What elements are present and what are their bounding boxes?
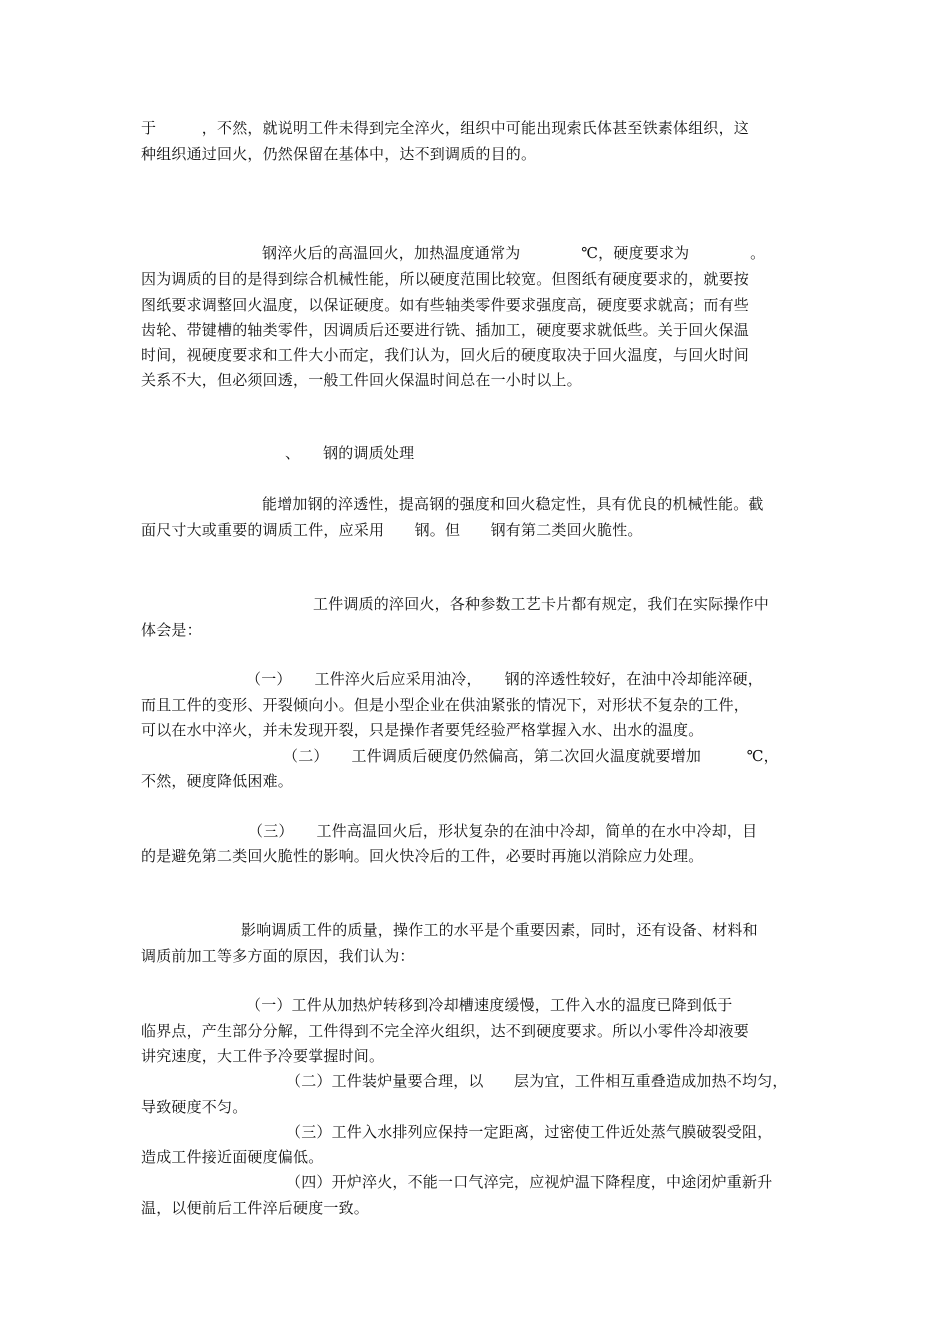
text-line: 讲究速度，大工件予冷要掌握时间。	[141, 1047, 385, 1065]
text-line: 种组织通过回火，仍然保留在基体中，达不到调质的目的。	[141, 145, 537, 163]
text-line: 、 钢的调质处理	[285, 444, 415, 462]
text-line: （一） 工件淬火后应采用油冷， 钢的淬透性较好，在油中冷却能淬硬，	[246, 670, 764, 688]
text-line: 不然，硬度降低困难。	[141, 772, 294, 790]
text-line: （三） 工件高温回火后，形状复杂的在油中冷却，简单的在水中冷却，目	[248, 822, 758, 840]
text-line: 因为调质的目的是得到综合机械性能，所以硬度范围比较宽。但图纸有硬度要求的，就要按	[141, 270, 750, 288]
text-line: （二）工件装炉量要合理，以 层为宜，工件相互重叠造成加热不均匀，	[286, 1072, 788, 1090]
text-line: 齿轮、带键槽的轴类零件，因调质后还要进行铣、插加工，硬度要求就低些。关于回火保温	[141, 321, 750, 339]
text-line: （二） 工件调质后硬度仍然偏高，第二次回火温度就要增加 ℃，	[283, 747, 779, 765]
text-line: 造成工件接近面硬度偏低。	[141, 1148, 324, 1166]
text-line: （一）工件从加热炉转移到冷却槽速度缓慢，工件入水的温度已降到低于	[246, 996, 733, 1014]
text-line: 图纸要求调整回火温度，以保证硬度。如有些轴类零件要求强度高，硬度要求就高；而有些	[141, 296, 750, 314]
text-line: 而且工件的变形、开裂倾向小。但是小型企业在供油紧张的情况下，对形状不复杂的工件，	[141, 696, 750, 714]
text-line: 钢淬火后的高温回火，加热温度通常为 ℃，硬度要求为 。	[262, 244, 766, 262]
text-line: 的是避免第二类回火脆性的影响。回火快冷后的工件，必要时再施以消除应力处理。	[141, 847, 704, 865]
text-line: 时间，视硬度要求和工件大小而定，我们认为，回火后的硬度取决于回火温度，与回火时间	[141, 346, 750, 364]
text-line: （四）开炉淬火，不能一口气淬完，应视炉温下降程度，中途闭炉重新升	[286, 1173, 773, 1191]
text-line: 临界点，产生部分分解，工件得到不完全淬火组织，达不到硬度要求。所以小零件冷却液要	[141, 1022, 750, 1040]
text-line: 面尺寸大或重要的调质工件，应采用 钢。但 钢有第二类回火脆性。	[141, 521, 643, 539]
text-line: 能增加钢的淬透性，提高钢的强度和回火稳定性，具有优良的机械性能。截	[262, 495, 764, 513]
text-line: 关系不大，但必须回透，一般工件回火保温时间总在一小时以上。	[141, 371, 582, 389]
text-line: 调质前加工等多方面的原因，我们认为：	[141, 947, 415, 965]
text-line: 温，以便前后工件淬后硬度一致。	[141, 1199, 370, 1217]
text-line: 工件调质的淬回火，各种参数工艺卡片都有规定，我们在实际操作中	[313, 595, 770, 613]
text-line: 影响调质工件的质量，操作工的水平是个重要因素，同时，还有设备、材料和	[241, 921, 758, 939]
text-line: 导致硬度不匀。	[141, 1098, 248, 1116]
text-line: 体会是：	[141, 621, 202, 639]
text-line: （三）工件入水排列应保持一定距离，过密使工件近处蒸气膜破裂受阻，	[286, 1123, 773, 1141]
text-line: 于 ，不然，就说明工件未得到完全淬火，组织中可能出现索氏体甚至铁素体组织，这	[141, 119, 750, 137]
text-line: 可以在水中淬火，并未发现开裂，只是操作者要凭经验严格掌握入水、出水的温度。	[141, 721, 704, 739]
